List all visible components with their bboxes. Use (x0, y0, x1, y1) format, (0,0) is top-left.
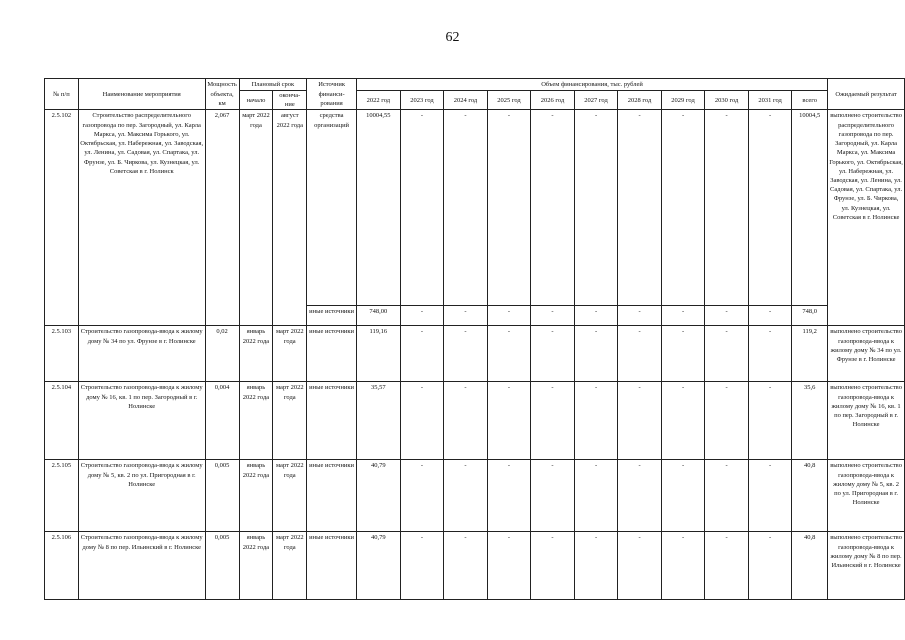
capacity-value: 0,02 (205, 326, 239, 382)
capacity-value: 0,005 (205, 460, 239, 532)
financing-table (44, 78, 905, 600)
expected-result: выполнено строительство распределительного газопровода по пер. Загородный, ул. Карла Маркса, ул. Максима Горького, ул. Октябрьская, ул. Набережная, ул. Заводская, ул. Ленина, ул. Садовая, ул. Спартака, ул. Фрунзе, ул. Б. Чиркова, ул. Кузнецкая, ул. Советская в г. Нолинске (828, 110, 905, 326)
header-capacity: Мощность объекта, км (205, 79, 239, 110)
funding-value: - (748, 326, 792, 382)
funding-value: 119,2 (792, 326, 828, 382)
header-term: Плановый срок (239, 79, 307, 91)
funding-value: - (574, 382, 618, 460)
row-number: 2.5.106 (45, 532, 79, 600)
funding-value: - (444, 326, 488, 382)
funding-value: 35,57 (356, 382, 400, 460)
capacity-value: 2,067 (205, 110, 239, 326)
table-row (45, 460, 905, 532)
funding-value: - (618, 110, 662, 306)
header-volume: Объем финансирования, тыс. рублей (356, 79, 827, 91)
funding-value: - (618, 382, 662, 460)
header-term-end: оконча-ние (273, 91, 307, 110)
expected-result: выполнено строительство газопровода-ввода к жилому дому № 16, кв. 1 по пер. Загородный в г. Нолинске (828, 382, 905, 460)
funding-value: - (618, 532, 662, 600)
funding-value: 40,79 (356, 460, 400, 532)
funding-value: - (661, 532, 705, 600)
funding-value: 748,00 (356, 306, 400, 326)
table-row (45, 110, 905, 306)
funding-value: - (444, 460, 488, 532)
header-year: 2031 год (748, 91, 792, 110)
funding-source: иные источники (307, 306, 357, 326)
funding-value: - (487, 110, 531, 306)
term-end: август 2022 года (273, 110, 307, 326)
funding-source: иные источники (307, 326, 357, 382)
funding-value: - (748, 306, 792, 326)
funding-value: - (400, 532, 444, 600)
funding-value: - (661, 326, 705, 382)
funding-value: - (531, 532, 575, 600)
table-row (45, 532, 905, 600)
capacity-value: 0,004 (205, 382, 239, 460)
funding-value: - (705, 382, 749, 460)
funding-value: - (444, 110, 488, 306)
header-name: Наименование мероприятия (78, 79, 205, 110)
header-year: 2026 год (531, 91, 575, 110)
term-end: март 2022 года (273, 382, 307, 460)
funding-value: - (487, 532, 531, 600)
capacity-value: 0,005 (205, 532, 239, 600)
expected-result: выполнено строительство газопровода-ввода к жилому дому № 5, кв. 2 по ул. Пригородная в г. Нолинске (828, 460, 905, 532)
funding-value: - (705, 532, 749, 600)
funding-value: - (400, 382, 444, 460)
table-body (45, 110, 905, 600)
funding-value: 35,6 (792, 382, 828, 460)
funding-value: - (748, 532, 792, 600)
funding-value: - (531, 326, 575, 382)
funding-value: - (574, 110, 618, 306)
header-year: 2029 год (661, 91, 705, 110)
term-end: март 2022 года (273, 460, 307, 532)
header-year: 2023 год (400, 91, 444, 110)
header-year: 2027 год (574, 91, 618, 110)
funding-value: - (618, 306, 662, 326)
measure-name: Строительство газопровода-ввода к жилому дому № 34 по ул. Фрунзе в г. Нолинске (78, 326, 205, 382)
header-num: № п/п (45, 79, 79, 110)
row-number: 2.5.105 (45, 460, 79, 532)
funding-value: 10004,55 (356, 110, 400, 306)
funding-value: 119,16 (356, 326, 400, 382)
funding-source: средства организаций (307, 110, 357, 306)
header-source: Источник финанси-рования (307, 79, 357, 110)
header-year: 2024 год (444, 91, 488, 110)
term-start: январь 2022 года (239, 460, 273, 532)
measure-name: Строительство распределительного газопровода по пер. Загородный, ул. Карла Маркса, ул. Максима Горького, ул. Октябрьская, ул. Набережная, ул. Заводская, ул. Ленина, ул. Садовая, ул. Спартака, ул. Фрунзе, ул. Б. Чиркова, ул. Кузнецкая, ул. Советская в г. Нолинск (78, 110, 205, 326)
funding-value: - (531, 110, 575, 306)
funding-value: 748,0 (792, 306, 828, 326)
funding-value: - (531, 460, 575, 532)
funding-value: - (661, 460, 705, 532)
funding-value: - (444, 532, 488, 600)
funding-value: - (574, 532, 618, 600)
funding-value: 40,79 (356, 532, 400, 600)
funding-value: - (748, 110, 792, 306)
funding-value: - (400, 326, 444, 382)
funding-value: 40,8 (792, 460, 828, 532)
funding-source: иные источники (307, 532, 357, 600)
funding-value: - (618, 460, 662, 532)
funding-value: - (444, 306, 488, 326)
term-start: январь 2022 года (239, 532, 273, 600)
funding-value: - (400, 110, 444, 306)
funding-value: - (705, 326, 749, 382)
expected-result: выполнено строительство газопровода-ввода к жилому дому № 8 по пер. Ильинский в г. Нолинске (828, 532, 905, 600)
header-result: Ожидаемый результат (828, 79, 905, 110)
term-start: январь 2022 года (239, 326, 273, 382)
header-year: 2022 год (356, 91, 400, 110)
funding-value: - (487, 326, 531, 382)
header-year: 2025 год (487, 91, 531, 110)
funding-value: - (574, 326, 618, 382)
funding-value: - (705, 306, 749, 326)
expected-result: выполнено строительство газопровода-ввода к жилому дому № 34 по ул. Фрунзе в г. Нолинске (828, 326, 905, 382)
header-year: всего (792, 91, 828, 110)
header-term-start: начало (239, 91, 273, 110)
funding-value: - (400, 306, 444, 326)
funding-value: - (487, 460, 531, 532)
funding-value: - (705, 460, 749, 532)
funding-value: 10004,5 (792, 110, 828, 306)
funding-value: 40,8 (792, 532, 828, 600)
term-end: март 2022 года (273, 326, 307, 382)
measure-name: Строительство газопровода-ввода к жилому дому № 5, кв. 2 по ул. Пригородная в г. Нолинске (78, 460, 205, 532)
funding-value: - (444, 382, 488, 460)
measure-name: Строительство газопровода-ввода к жилому дому № 16, кв. 1 по пер. Загородный в г. Нолинске (78, 382, 205, 460)
funding-value: - (531, 382, 575, 460)
table-row (45, 382, 905, 460)
funding-value: - (661, 306, 705, 326)
funding-value: - (531, 306, 575, 326)
term-start: март 2022 года (239, 110, 273, 326)
page-number: 62 (445, 30, 460, 45)
funding-value: - (748, 460, 792, 532)
funding-value: - (661, 110, 705, 306)
funding-value: - (487, 382, 531, 460)
funding-value: - (661, 382, 705, 460)
table-header (45, 79, 905, 110)
row-number: 2.5.103 (45, 326, 79, 382)
funding-value: - (748, 382, 792, 460)
row-number: 2.5.104 (45, 382, 79, 460)
row-number: 2.5.102 (45, 110, 79, 326)
term-end: март 2022 года (273, 532, 307, 600)
funding-value: - (705, 110, 749, 306)
measure-name: Строительство газопровода-ввода к жилому дому № 8 по пер. Ильинский в г. Нолинске (78, 532, 205, 600)
header-year: 2028 год (618, 91, 662, 110)
funding-value: - (574, 306, 618, 326)
term-start: январь 2022 года (239, 382, 273, 460)
funding-value: - (487, 306, 531, 326)
funding-value: - (400, 460, 444, 532)
table-row (45, 326, 905, 382)
funding-source: иные источники (307, 382, 357, 460)
funding-value: - (574, 460, 618, 532)
funding-value: - (618, 326, 662, 382)
funding-source: иные источники (307, 460, 357, 532)
header-year: 2030 год (705, 91, 749, 110)
